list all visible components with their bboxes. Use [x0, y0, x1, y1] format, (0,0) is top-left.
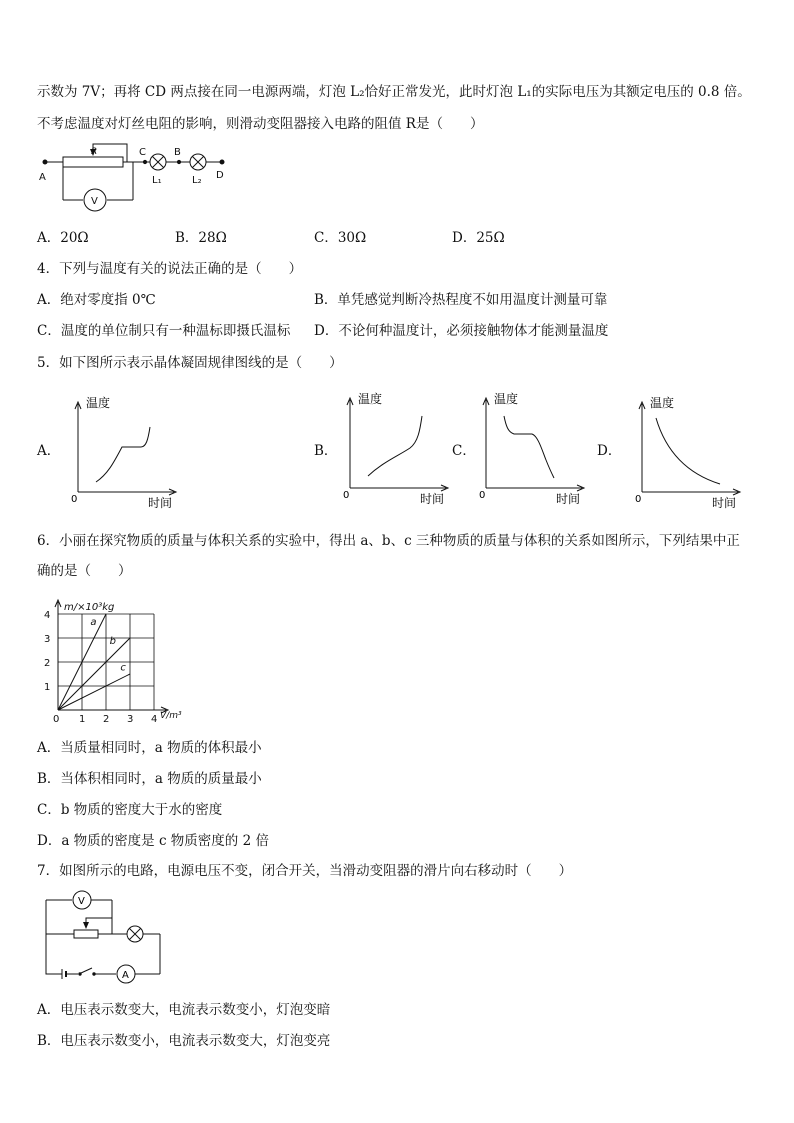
graph-d-xlabel: 时间	[712, 496, 737, 510]
label-v: V	[91, 196, 98, 207]
q3-stem-line2: 不考虑温度对灯丝电阻的影响，则滑动变阻器接入电路的阻值 R是（ ）	[37, 116, 484, 132]
q4-option-a[interactable]: A．绝对零度指 0℃	[37, 292, 156, 308]
graph-b-ylabel: 温度	[358, 392, 383, 406]
q5-graph-c	[474, 388, 594, 508]
q5-option-b-letter[interactable]: B．	[314, 443, 338, 459]
label-d: D	[216, 170, 224, 181]
q5-option-c-letter[interactable]: C．	[452, 443, 476, 459]
q6-option-a[interactable]: A．当质量相同时，a 物质的体积最小	[37, 740, 262, 756]
graph-b-curve	[368, 416, 422, 476]
graph-d-ylabel: 温度	[650, 396, 675, 410]
graph-c-ylabel: 温度	[494, 392, 519, 406]
q7-label-a: A	[122, 970, 129, 981]
q3-option-b[interactable]: B．28Ω	[175, 230, 227, 246]
q6-y-tick: 3	[44, 634, 51, 645]
q6-stem-line1: 6．小丽在探究物质的质量与体积关系的实验中，得出 a、b、c 三种物质的质量与体积的关系如图所示，下列结果中正	[37, 533, 740, 549]
q4-option-c[interactable]: C．温度的单位制只有一种温标即摄氏温标	[37, 323, 291, 339]
q6-x-tick: 1	[79, 714, 86, 725]
graph-c-curve	[504, 416, 554, 478]
q3-stem-line1: 示数为 7V；再将 CD 两点接在同一电源两端，灯泡 L₂恰好正常发光，此时灯泡 L₁的实际电压为其额定电压的 0.8 倍。	[37, 84, 751, 100]
graph-a-xlabel: 时间	[148, 496, 173, 510]
q6-x-tick: 2	[103, 714, 110, 725]
q6-y-tick: 1	[44, 682, 51, 693]
q5-option-a-letter[interactable]: A．	[37, 443, 61, 459]
rheostat-symbol	[74, 930, 98, 938]
label-l1: L₁	[152, 175, 162, 186]
terminal-d-dot	[220, 160, 224, 164]
q7-option-a[interactable]: A．电压表示数变大，电流表示数变小，灯泡变暗	[37, 1002, 331, 1018]
q6-option-d[interactable]: D．a 物质的密度是 c 物质密度的 2 倍	[37, 833, 269, 849]
graph-a-origin: 0	[71, 494, 78, 505]
resistor-r	[63, 157, 123, 167]
q6-x-tick: 4	[151, 714, 158, 725]
q6-series-c-line	[58, 674, 130, 710]
q3-option-a[interactable]: A．20Ω	[37, 230, 89, 246]
label-b: B	[174, 147, 181, 158]
q6-mass-volume-chart	[40, 592, 200, 724]
label-c: C	[139, 147, 146, 158]
terminal-a-dot	[43, 160, 47, 164]
q6-x-tick: 0	[53, 714, 60, 725]
graph-a-curve	[96, 427, 150, 482]
q6-stem-line2: 确的是（ ）	[37, 563, 132, 579]
q4-stem: 4．下列与温度有关的说法正确的是（ ）	[37, 261, 303, 277]
q6-option-b[interactable]: B．当体积相同时，a 物质的质量最小	[37, 771, 262, 787]
q6-series-b-label: b	[109, 636, 116, 647]
label-l2: L₂	[192, 175, 202, 186]
q6-y-axis-title: m/×10³kg	[64, 602, 115, 613]
q7-stem: 7．如图所示的电路，电源电压不变，闭合开关，当滑动变阻器的滑片向右移动时（ ）	[37, 863, 573, 879]
q6-series-a-label: a	[90, 616, 97, 628]
label-r: R	[91, 147, 98, 157]
graph-d-curve	[656, 418, 720, 484]
q3-option-c[interactable]: C．30Ω	[314, 230, 367, 246]
graph-c-xlabel: 时间	[556, 492, 581, 506]
q6-y-tick: 2	[44, 658, 51, 669]
q6-x-axis-title: V/m³	[160, 711, 182, 721]
q5-graph-b	[338, 388, 458, 508]
q3-option-d[interactable]: D．25Ω	[452, 230, 505, 246]
q5-graph-a	[66, 392, 186, 512]
q5-stem: 5．如下图所示表示晶体凝固规律图线的是（ ）	[37, 355, 343, 371]
q5-option-d-letter[interactable]: D．	[597, 443, 622, 459]
q6-series-b-line	[58, 638, 130, 710]
q6-series-c-label: c	[120, 662, 126, 674]
q7-circuit-diagram	[38, 892, 178, 988]
q4-option-b[interactable]: B．单凭感觉判断冷热程度不如用温度计测量可靠	[314, 292, 608, 308]
q4-option-d[interactable]: D．不论何种温度计，必须接触物体才能测量温度	[314, 323, 609, 339]
q5-graph-d	[630, 392, 750, 512]
q7-option-b[interactable]: B．电压表示数变小，电流表示数变大，灯泡变亮	[37, 1033, 331, 1049]
label-a: A	[39, 172, 46, 183]
graph-d-origin: 0	[635, 494, 642, 505]
q6-y-tick: 4	[44, 610, 51, 621]
graph-c-origin: 0	[479, 490, 486, 501]
q7-label-v: V	[78, 896, 85, 907]
q6-option-c[interactable]: C．b 物质的密度大于水的密度	[37, 802, 223, 818]
q3-circuit-diagram	[35, 140, 235, 220]
graph-a-ylabel: 温度	[86, 396, 111, 410]
graph-b-origin: 0	[343, 490, 350, 501]
graph-b-xlabel: 时间	[420, 492, 445, 506]
q6-x-tick: 3	[127, 714, 134, 725]
